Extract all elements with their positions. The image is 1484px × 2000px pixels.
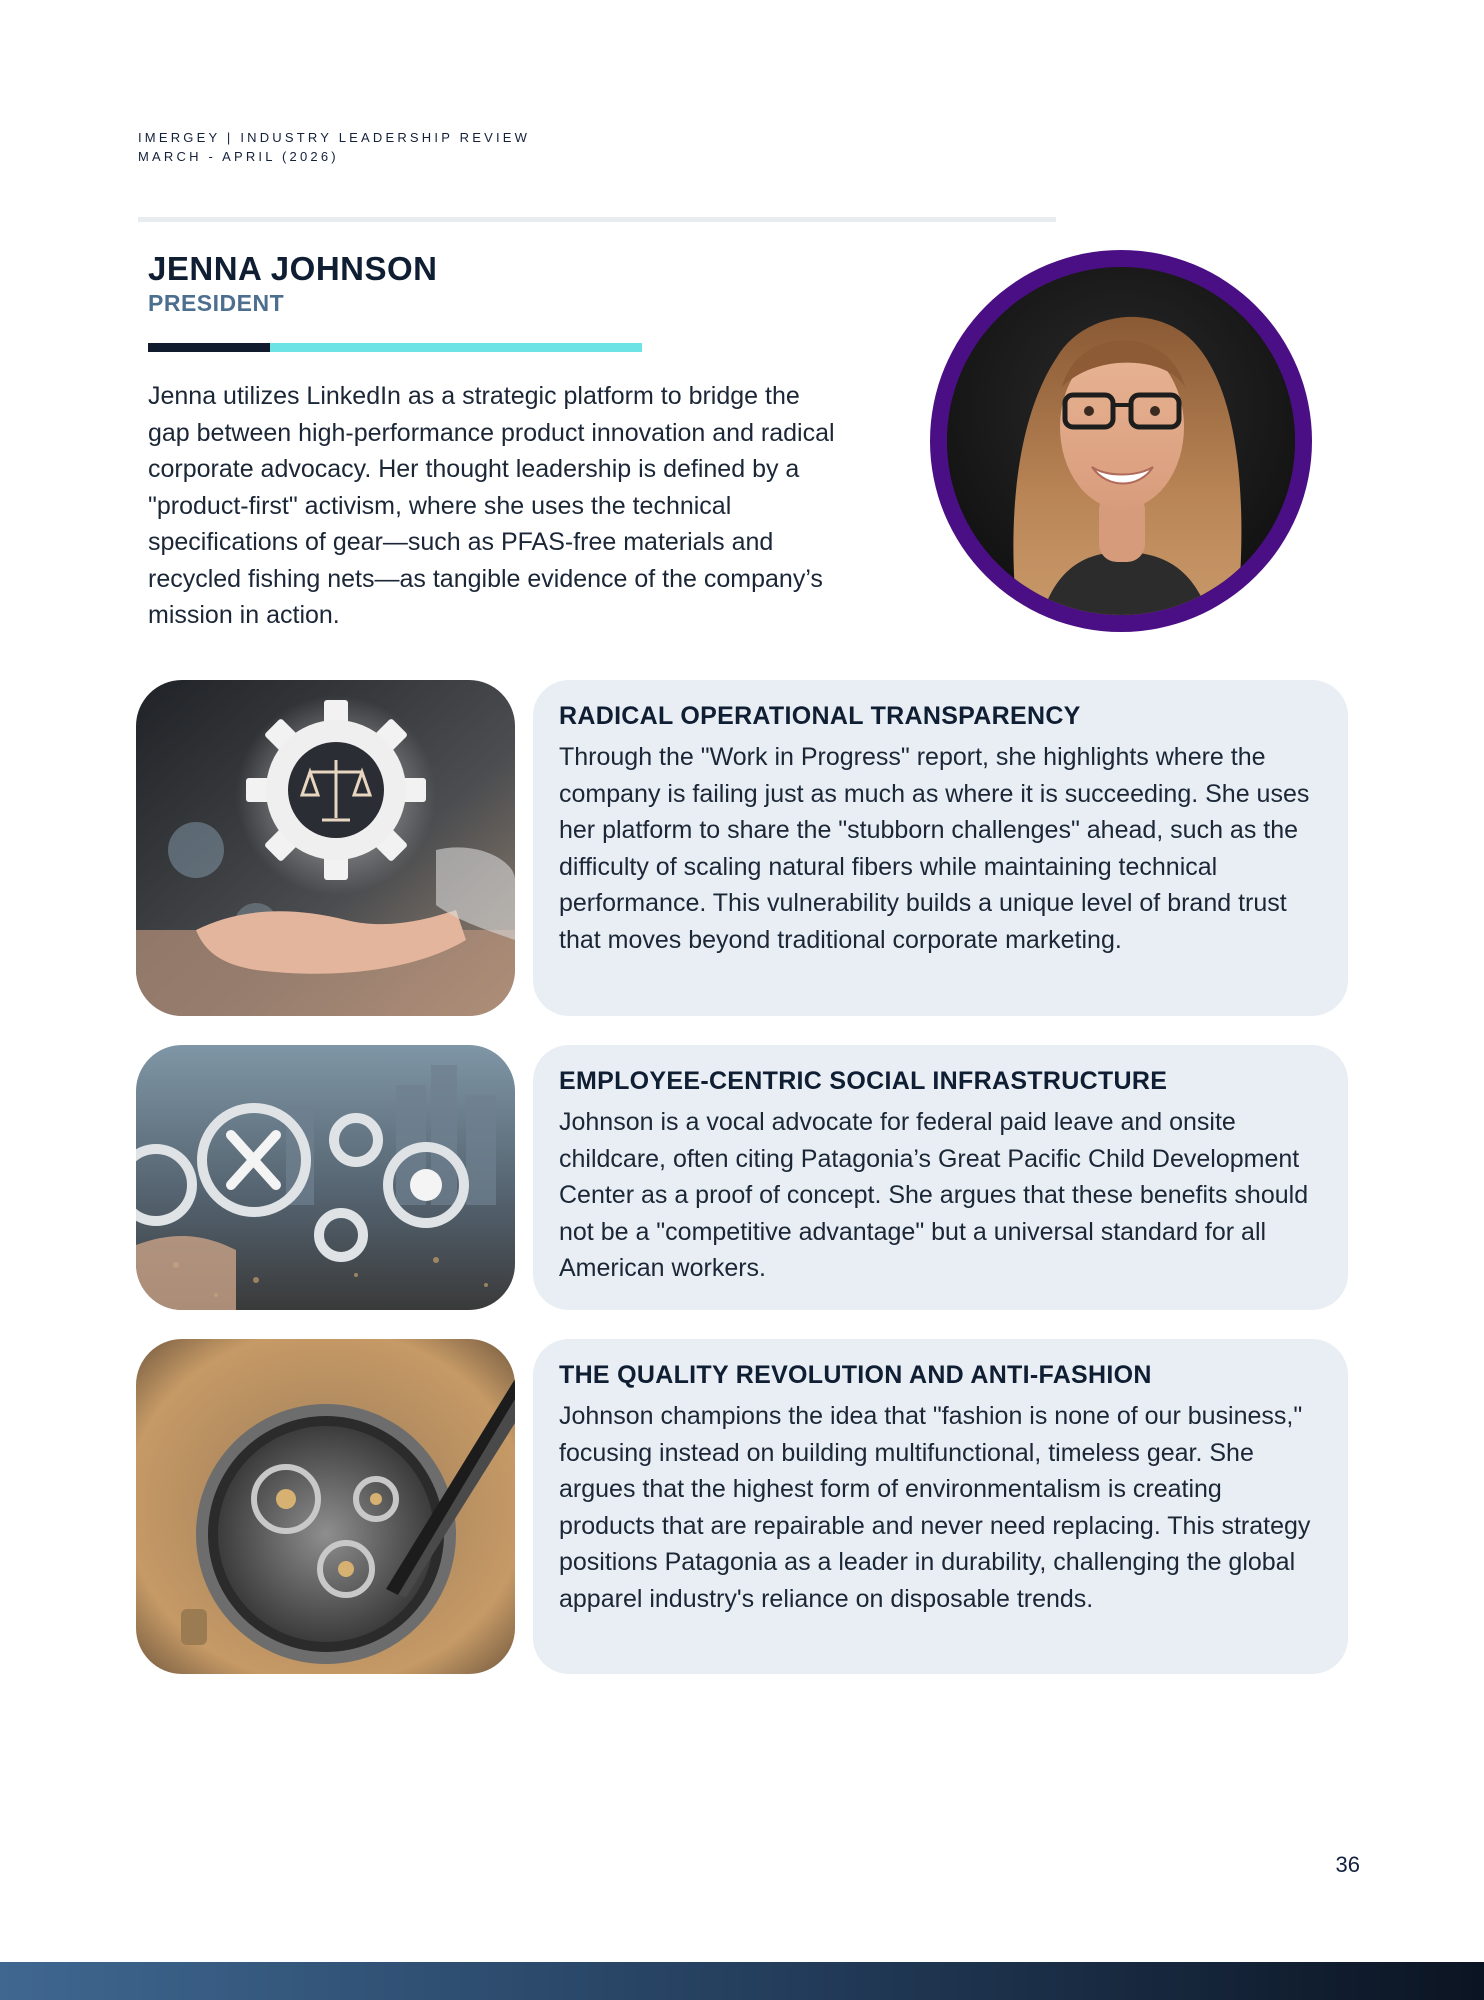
section-3-title: THE QUALITY REVOLUTION AND ANTI-FASHION bbox=[559, 1361, 1152, 1389]
section-1-card bbox=[533, 680, 1348, 1016]
accent-bar-dark-segment bbox=[148, 343, 270, 352]
section-1-body: Through the "Work in Progress" report, she highlights where the company is failing just as much as where it is succeeding. She uses her platform to share the "stubborn challenges" ahead, such as the difficulty of scaling natural fibers while maintaining technical performance. This vulnerability builds a unique level of brand trust that moves beyond traditional corporate marketing. bbox=[559, 743, 1310, 954]
section-3-card bbox=[533, 1339, 1348, 1674]
header-issue: MARCH - APRIL (2026) bbox=[138, 149, 339, 164]
section-2-body: Johnson is a vocal advocate for federal paid leave and onsite childcare, often citing Patagonia’s Great Pacific Child Development Center as a proof of concept. She argues that these benefits should not be a "competitive advantage" but a universal standard for all American workers. bbox=[559, 1108, 1309, 1282]
section-2-title: EMPLOYEE-CENTRIC SOCIAL INFRASTRUCTURE bbox=[559, 1067, 1168, 1095]
portrait-photo bbox=[947, 267, 1295, 615]
profile-role: PRESIDENT bbox=[148, 290, 285, 316]
accent-bar bbox=[148, 343, 642, 352]
profile-name: JENNA JOHNSON bbox=[148, 250, 438, 287]
portrait-ring bbox=[930, 250, 1312, 632]
footer-bar bbox=[0, 1962, 1484, 2000]
section-2-card bbox=[533, 1045, 1348, 1310]
section-3-image bbox=[136, 1339, 515, 1674]
profile-intro: Jenna utilizes LinkedIn as a strategic platform to bridge the gap between high-performance product innovation and radical corporate advocacy. Her thought leadership is defined by a "product-first" activism, where she uses the technical specifications of gear—such as PFAS-free materials and recycled fishing nets—as tangible evidence of the company’s mission in action. bbox=[148, 382, 835, 629]
header-divider bbox=[138, 217, 1056, 222]
section-3-body: Johnson champions the idea that "fashion is none of our business," focusing instead on building multifunctional, timeless gear. She argues that the highest form of environmentalism is creating products that are repairable and never need replacing. This strategy positions Patagonia as a leader in durability, challenging the global apparel industry's reliance on disposable trends. bbox=[559, 1402, 1311, 1613]
header-publication: IMERGEY | INDUSTRY LEADERSHIP REVIEW bbox=[138, 130, 531, 145]
page-number: 36 bbox=[1335, 1852, 1360, 1877]
section-2-image bbox=[136, 1045, 515, 1310]
section-1-title: RADICAL OPERATIONAL TRANSPARENCY bbox=[559, 702, 1081, 730]
section-1-image bbox=[136, 680, 515, 1016]
